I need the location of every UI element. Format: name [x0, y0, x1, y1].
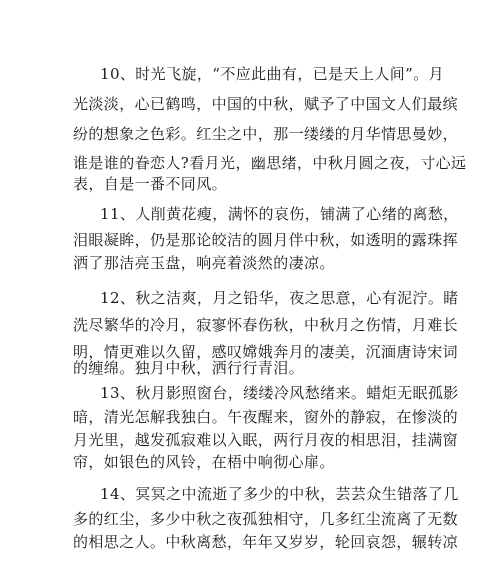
paragraph-line: 表，自是一番不同风。 [73, 175, 228, 193]
paragraph-line: 暗，清光怎解我独白。午夜醒来，窗外的静寂，在惨淡的 [73, 408, 459, 426]
paragraph-line: 的缠绵。独月中秋，洒行行青泪。 [73, 359, 305, 377]
paragraph-line: 14、冥冥之中流逝了多少的中秋，芸芸众生错落了几 [100, 485, 459, 503]
paragraph-line: 洒了那洁亮玉盘，响亮着淡然的凄凉。 [73, 254, 335, 272]
paragraph-line: 多的红尘，多少中秋之夜孤独相守，几多红尘流离了无数 [73, 510, 459, 528]
paragraph-line: 10、时光飞旋，“不应此曲有，已是天上人间”。月 [100, 65, 445, 83]
paragraph-line: 12、秋之洁爽，月之铅华，夜之思意，心有泥泞。睹 [100, 289, 459, 307]
paragraph-line: 洗尽繁华的冷月，寂寥怀春伤秋，中秋月之伤情，月难长 [73, 316, 459, 334]
paragraph-line: 明，情更难以久留，感叹嫦娥奔月的凄美，沉湎唐诗宋词 [73, 343, 459, 361]
paragraph-line: 13、秋月影照窗台，缕缕冷风愁绪来。蜡炬无眠孤影 [100, 384, 459, 402]
paragraph-line: 帘，如银色的风铃，在梧中响彻心扉。 [73, 453, 335, 471]
paragraph-line: 泪眼凝眸，仍是那论皎洁的圆月伴中秋，如透明的露珠挥 [73, 231, 459, 249]
paragraph-line: 谁是谁的眷恋人?看月光，幽思绪，中秋月圆之夜，寸心远 [73, 154, 467, 172]
paragraph-line: 光淡淡，心已鹤鸣，中国的中秋，赋予了中国文人们最缤 [73, 95, 459, 113]
paragraph-line: 月光里，越发孤寂难以入眠，两行月夜的相思泪，挂满窗 [73, 431, 459, 449]
paragraph-line: 纷的想象之色彩。红尘之中，那一缕缕的月华情思曼妙， [73, 125, 459, 143]
paragraph-line: 11、人削黄花瘦，满怀的哀伤，铺满了心绪的离愁， [100, 205, 459, 223]
paragraph-line: 的相思之人。中秋离愁，年年又岁岁，轮回哀怨，辗转凉 [73, 533, 459, 551]
